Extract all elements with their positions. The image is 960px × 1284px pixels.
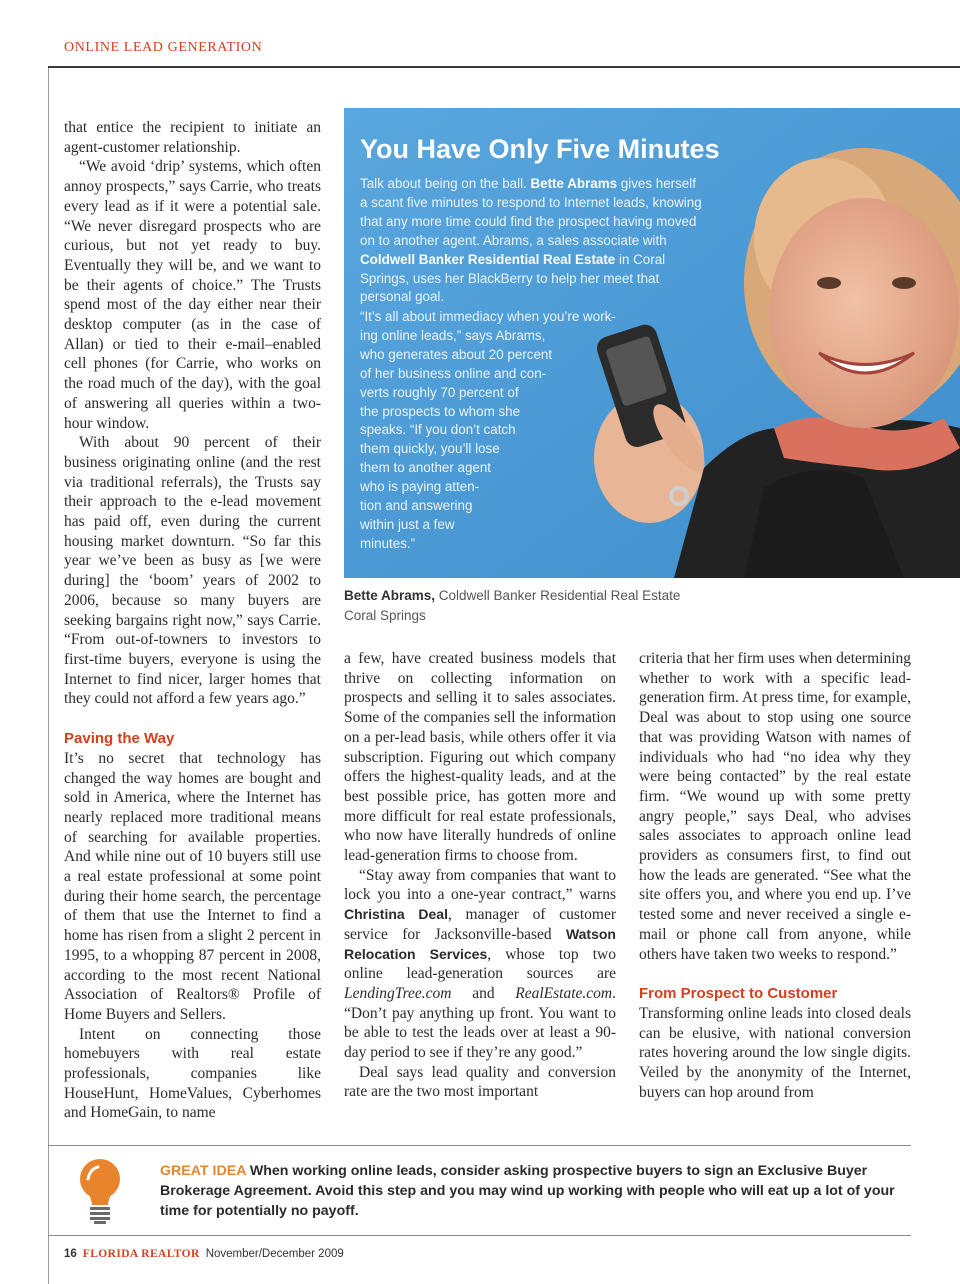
header-rule bbox=[48, 66, 960, 68]
issue-date: November/December 2009 bbox=[205, 1248, 344, 1260]
paragraph: It’s no secret that technology has changed the way homes are bought and sold in America, where the Internet has nearly replaced more traditional means of searching for available properties. And while nine out of 10 buyers still use a real estate professional at some point during their home search, the percentage of them that use the Internet to find a home has risen from a slight 2 percent in 1995, to a whopping 87 percent in 2008, according to the most recent National Association of Realtors® Profile of Home Buyers and Sellers. bbox=[64, 749, 321, 1023]
paragraph: that entice the recipient to initiate an agent-customer relationship. bbox=[64, 119, 321, 156]
great-idea-tip: GREAT IDEA When working online leads, consider asking prospective buyers to sign an Exclusive Buyer Brokerage Agreement. Avoid this step and you may wind up working with people who will eat up a lot of your time for potentially no payoff. bbox=[160, 1163, 895, 1219]
company-watson: Watson Relocation Services bbox=[344, 925, 616, 962]
page-footer bbox=[64, 1248, 344, 1260]
article-column-2 bbox=[344, 649, 616, 1102]
sidebar-box bbox=[344, 108, 960, 578]
paragraph: a few, have created business models that thrive on collecting information on prospects and selling it to sales associates. Some of the companies sell the information on a per-lead basis, while others offer it via subscription. Figuring out which company offers the highest-quality leads, and at the best possible price, has gotten more and more difficult for real estate professionals, who now have literally hundreds of online lead-generation firms to choose from. bbox=[344, 650, 616, 865]
sidebar-title: You Have Only Five Minutes bbox=[360, 134, 720, 164]
article-column-1 bbox=[64, 118, 321, 1123]
tip-label: GREAT IDEA bbox=[160, 1163, 246, 1179]
left-margin-rule bbox=[48, 66, 49, 1284]
sidebar-intro: Talk about being on the ball. Bette Abrams gives herself a scant five minutes to respond to Internet leads, knowing that any more time could find the prospect having moved on to another agent. Abrams, a sales associate with Coldwell Banker Residential Real Estate in Coral Springs, uses her BlackBerry to help her meet that personal goal. bbox=[360, 176, 702, 305]
highlight-name: Bette Abrams bbox=[530, 176, 618, 191]
sidebar-quote: “It’s all about immediacy when you’re work- ing online leads,” says Abrams, who generates about 20 percent of her business online and con- verts roughly 70 percent of the prospects to whom she speaks. “If you don’t catch them quickly, you’ll lose them to another agent who is paying atten- tion and answering within just a few minutes.” bbox=[360, 309, 616, 551]
paragraph: “Stay away from companies that want to lock you into a one-year contract,” warns Christina Deal, manager of customer service for Jacksonville-based Watson Relocation Services, whose top two online lead-generation sources are LendingTree.com and RealEstate.com. “Don’t pay anything up front. You want to be able to test the leads over at least a 90-day period to see if they’re any good.” bbox=[344, 866, 617, 1062]
section-label: ONLINE LEAD GENERATION bbox=[64, 40, 263, 55]
paragraph: “We avoid ‘drip’ systems, which often annoy prospects,” says Carrie, who treats every lead as if it were a potential sale. “We never disregard prospects who are curious, but not yet ready to buy. Eventually they will be, and we want to be their agents of choice.” The Trusts spend most of the day either near their desktop computer (as in the case of Allan) or tied to their e-mail–enabled cell phones (for Carrie, who works on the road much of the day), with the goal of answering all queries within a two-hour window. bbox=[64, 158, 321, 432]
paragraph: Deal says lead quality and conversion rate are the two most important bbox=[344, 1063, 616, 1101]
tip-top-rule bbox=[48, 1145, 911, 1146]
subhead-paving-the-way: Paving the Way bbox=[64, 730, 175, 748]
page-number: 16 bbox=[64, 1248, 77, 1260]
paragraph: With about 90 percent of their business originating online (and the rest via traditional referrals), the Trusts say their approach to the e-lead movement has paid off, even during the current housing market downturn. “So far this year we’ve been as busy as [we were during] the ‘boom’ years of 2002 to 2006, because so many buyers are seeking bargains right now,” says Carrie. “From out-of-towners to investors to first-time buyers, everyone is using the Internet to find nicer, larger homes that they could not afford a few years ago.” bbox=[64, 434, 321, 708]
paragraph: Intent on connecting those homebuyers with real estate professionals, companies like HouseHunt, HomeValues, Cyberhomes and HomeGain, to name bbox=[64, 1025, 321, 1122]
photo-caption: Bette Abrams, Coldwell Banker Residential Real Estate Coral Springs bbox=[344, 588, 681, 623]
paragraph: Transforming online leads into closed deals can be elusive, with national conversion rates hovering around the low single digits. Veiled by the anonymity of the Internet, buyers can hop around from bbox=[639, 1004, 911, 1101]
article-column-3 bbox=[639, 649, 911, 1102]
tip-bottom-rule bbox=[48, 1235, 911, 1236]
highlight-company: Coldwell Banker Residential Real Estate bbox=[360, 251, 616, 267]
paragraph: criteria that her firm uses when determining whether to work with a specific lead-generation firm. At press time, for example, Deal was about to stop using one source that was providing Watson with names of individuals who had “no idea why they were being contacted” by the real estate firm. “We wound up with some pretty angry people,” says Deal, who advises sales associates to approach online lead providers as consumers first, to find out how the leads are generated. “See what the site offers you, and where you end up. I’ve tested some and never received a single e-mail or phone call from anyone, while others have taken two weeks to respond.” bbox=[639, 650, 912, 963]
lightbulb-icon bbox=[64, 1155, 136, 1227]
magazine-name: FLORIDA REALTOR bbox=[82, 1248, 200, 1260]
name-christina-deal: Christina Deal bbox=[344, 906, 448, 923]
subhead-prospect-to-customer: From Prospect to Customer bbox=[639, 985, 838, 1003]
